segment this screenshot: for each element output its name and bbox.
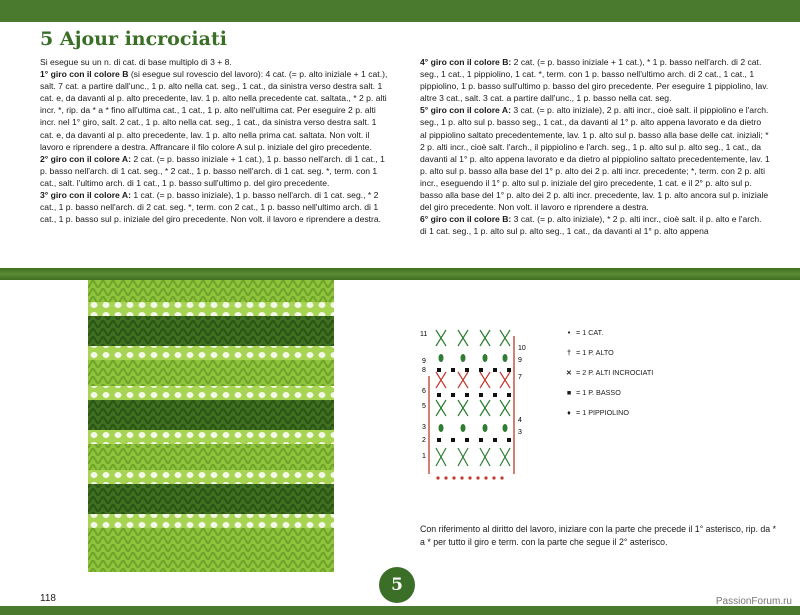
legend-item: ♦ = 1 PIPPIOLINO — [562, 402, 653, 422]
legend-item: ✕ = 2 P. ALTI INCROCIATI — [562, 362, 653, 382]
row-number: 9 — [422, 358, 426, 365]
crochet-chart — [416, 316, 536, 486]
picot-icon: ♦ — [567, 407, 571, 417]
row-number: 1 — [422, 453, 426, 460]
divider-band — [0, 268, 800, 280]
chart-caption: Con riferimento al diritto del lavoro, iniziare con la parte che precede il 1° asterisco, rip. da * a * per tutto il giro e term. con la parte che segue il 2° asterisco. — [420, 524, 777, 547]
row-number: 4 — [518, 417, 522, 424]
watermark: PassionForum.ru — [715, 596, 792, 607]
legend-item: ■ = 1 P. BASSO — [562, 382, 653, 402]
row-number: 6 — [422, 388, 426, 395]
section-badge: 5 — [379, 567, 415, 603]
row-number: 9 — [518, 357, 522, 364]
crossed-stitch-icon: ✕ — [565, 367, 573, 377]
single-crochet-icon: ■ — [566, 387, 572, 397]
instruction-paragraph: 2° giro con il colore A: 2 cat. (= p. basso iniziale + 1 cat.), 1 p. basso nell'arch. di 1 cat., 1 p. basso nell'arch. di 1 cat. seg., * 2 cat., 1 p. basso nell'arch. di 1 cat. seg. *, term. con 1 cat., salt. l'ultimo arch. di 1 cat., 1 p. basso sull'ultimo p. del giro precedente. — [40, 153, 385, 188]
page-title: 5 Ajour incrociati — [40, 28, 227, 50]
right-column — [420, 56, 770, 237]
row-number: 10 — [518, 345, 526, 352]
row-number: 8 — [422, 367, 426, 374]
instruction-paragraph: 5° giro con il colore A: 3 cat. (= p. alto iniziale), 2 p. alti incr., cioè salt. il pippiolino e l'arch. seg., 1 p. alto sul p. basso seg., 1 cat., da davanti al 1° p. alto appena lavorato e da dietro al pippiolino saltato precedentemente, lav. 1 p. alto sul p. basso alla base delle cat. iniziali; * 2 p. alti incr., cioè salt. l'arch., il pippiolino e l'arch. seg., 1 p. alto sul p. alto seg., 1 cat., da davanti al 1° p. alto appena lavorato e da dietro al pippiolino saltato precedentemente, lav. 1 p. alto sul p. basso alla base del 1° p. alto dei 2 p. alti incr. precedente; *, term. con 2 p. alti incr., eseguendo il 1° p. alto sul p. iniziale del giro precedente, 1 cat. e il 2° p. alto sul p. basso alla base del 1° p. alto dei 2 p. alti incr. precedente, lav. 1 p. alto ancora sul p. iniziale del giro precedente. Non volt. il lavoro e riprendere a destra. — [420, 105, 770, 213]
row-number: 11 — [420, 331, 428, 338]
instruction-paragraph: 3° giro con il colore A: 1 cat. (= p. basso iniziale), 1 p. basso nell'arch. di 1 cat. seg., * 2 cat., 1 p. basso nell'arch. di 2 cat. seg. *, term. con 2 cat., 1 p. basso nell'ultimo arch. di 1 cat., 1 p. basso sul p. iniziale del giro precedente. Non volt. il lavoro e riprendere a destra. — [40, 190, 382, 225]
instruction-paragraph: 4° giro con il colore B: 2 cat. (= p. basso iniziale + 1 cat.), * 1 p. basso nell'arch. di 2 cat. seg., 1 cat., 1 pippiolino, 1 cat. *, term. con 1 p. basso nell'ultimo arch. di 2 cat., 1 cat., 1 pippiolino, 1 p. basso sull'ultimo p. basso del giro precedente. Per eseguire 1 pippiolino, lav. altre 3 cat., salt. 3 cat. a partire dall'unc., 1 p. basso nella cat. seg. — [420, 57, 769, 104]
top-green-bar — [0, 0, 800, 22]
row-number: 7 — [518, 374, 522, 381]
instruction-paragraph: 1° giro con il colore B (si esegue sul rovescio del lavoro): 4 cat. (= p. alto iniziale + 1 cat.), salt. 7 cat. a partire dall'unc., 1 p. alto nella cat. seg., 1 cat., da sinistra verso destra salt. 1 cat. e, da davanti al p. alto precedente, lav. 1 p. alto nella precedente cat. saltata., * 2 p. alti incr. *, rip. da * a * fino all'ultima cat., 1 cat., 1 p. alto nell'ultima cat. Per eseguire 2 p. alti incr. nel 1° giro, salt. 2 cat., 1 p. alto nella cat. seg., 1 cat., da sinistra verso destra salt. 1 cat. e, da davanti al p. alto precedente, lav. 1 p. alto nella prima cat. saltata. Non volt. il lavoro e riprendere a destra. Affrancare il filo colore A sul p. iniziale del giro precedente. — [40, 69, 388, 152]
legend-item: † = 1 P. ALTO — [562, 342, 653, 362]
legend-item: • = 1 CAT. — [562, 322, 653, 342]
chart-legend — [562, 322, 653, 422]
knitted-swatch-image — [88, 280, 334, 572]
left-column — [40, 56, 390, 225]
double-crochet-icon: † — [567, 347, 571, 357]
instruction-paragraph: 6° giro con il colore B: 3 cat. (= p. alto iniziale), * 2 p. alti incr., cioè salt. il p. alto e l'arch. di 1 cat. seg., 1 p. alto sul p. alto seg., 1 cat., da davanti al 1° p. alto appena — [420, 214, 762, 237]
row-number: 5 — [422, 403, 426, 410]
instruction-paragraph: Si esegue su un n. di cat. di base multiplo di 3 + 8. — [40, 57, 232, 67]
page-number: 118 — [40, 593, 56, 604]
row-number: 2 — [422, 437, 426, 444]
chain-icon: • — [567, 327, 571, 337]
bottom-green-bar — [0, 606, 800, 615]
row-number: 3 — [422, 424, 426, 431]
row-number: 3 — [518, 429, 522, 436]
